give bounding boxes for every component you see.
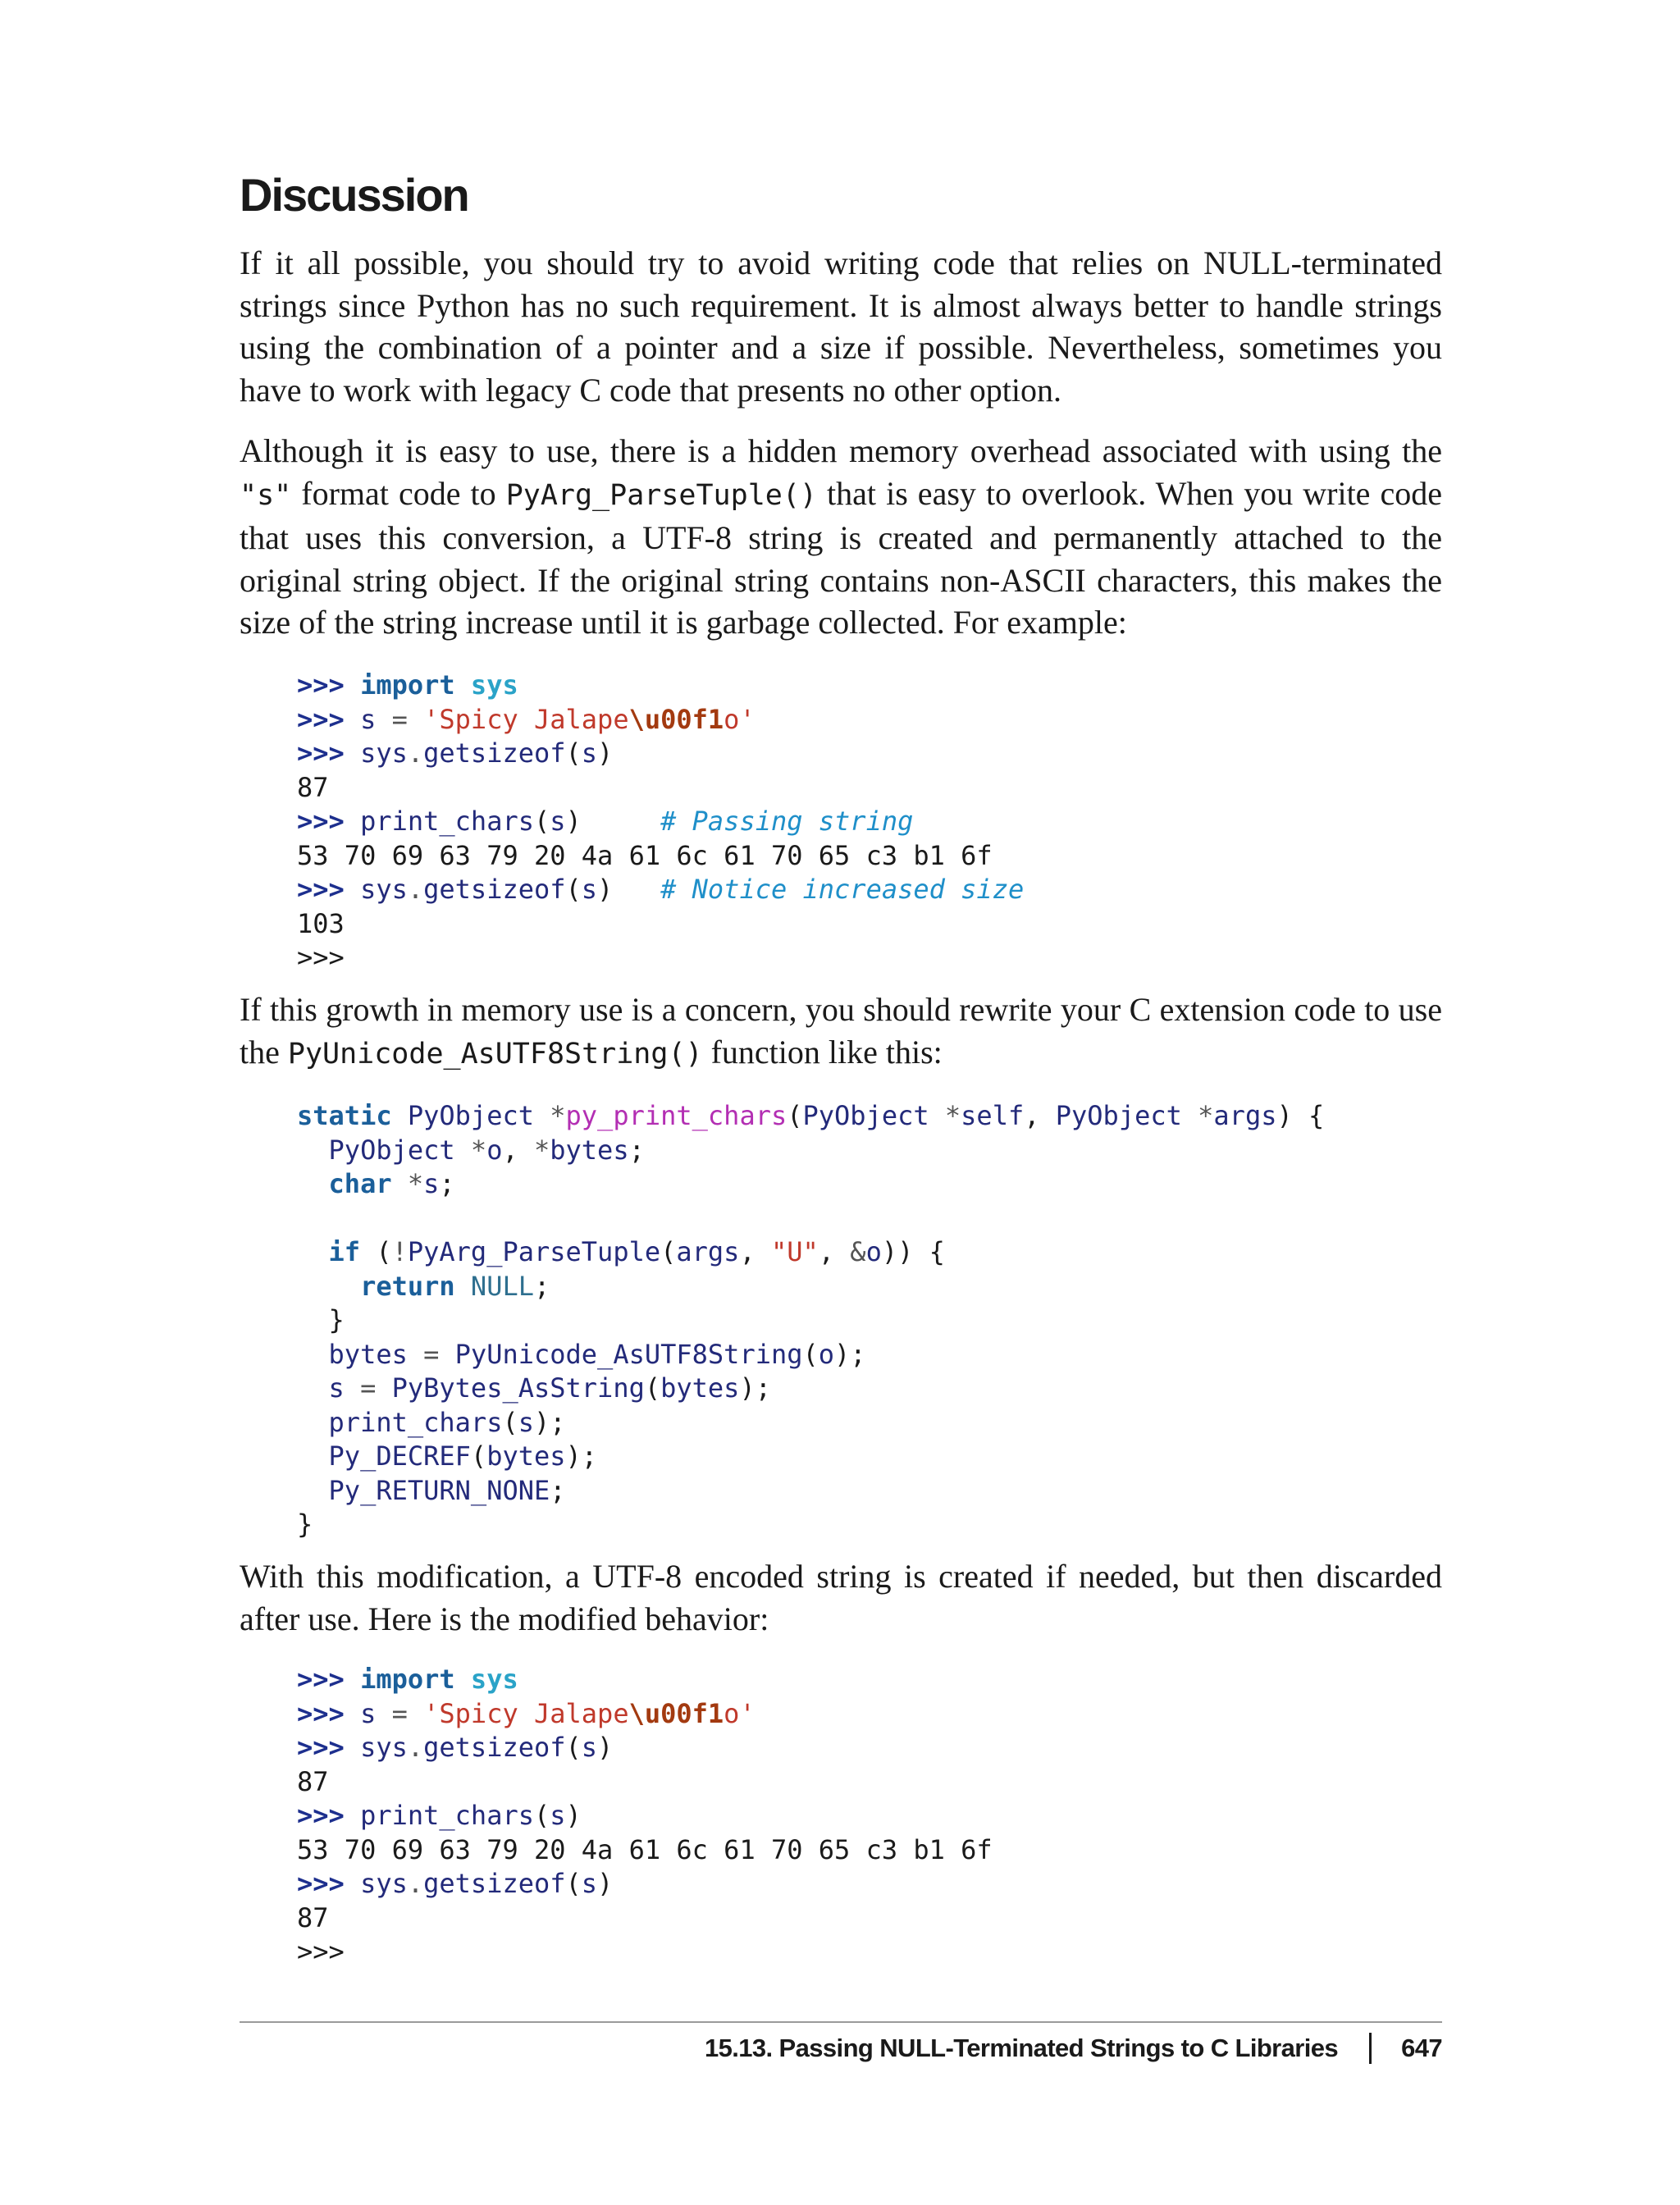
code-token: ); — [739, 1372, 771, 1404]
code-token: bytes — [660, 1372, 740, 1404]
code-token: ( — [360, 1236, 392, 1267]
code-token: o — [818, 1338, 835, 1370]
code-token: = — [344, 1372, 392, 1404]
code-token: 53 70 69 63 79 20 4a 61 6c 61 70 65 c3 b1 6f — [297, 1833, 993, 1865]
code-token: bytes — [328, 1338, 408, 1370]
code-line — [297, 1731, 993, 1765]
code-line — [297, 1406, 1324, 1440]
paragraph-text: that is easy to overlook. When you write code that uses this conversion, a UTF-8 string is created and permanently attached to the original string object. If the original string contains non-ASCII characters, this makes the size of the string increase until it is garbage collected. For example: — [240, 474, 1442, 641]
code-token: "U" — [770, 1236, 819, 1267]
code-token: s — [360, 703, 377, 735]
code-token: # Notice increased size — [660, 874, 1025, 905]
code-token: ( — [470, 1440, 487, 1472]
code-token: return — [360, 1270, 455, 1302]
code-token: ( — [787, 1100, 803, 1131]
code-token — [1182, 1100, 1198, 1131]
code-token — [392, 1168, 408, 1199]
code-token: ; — [550, 1474, 566, 1506]
code-line — [297, 669, 1024, 703]
code-token — [297, 1236, 329, 1267]
code-token: if — [328, 1236, 361, 1267]
code-token: >>> — [297, 942, 345, 973]
code-line — [297, 907, 1024, 942]
code-token: s — [360, 1697, 377, 1729]
code-token: } — [297, 1304, 345, 1335]
code-token: char — [328, 1168, 392, 1199]
code-token: args — [1213, 1100, 1277, 1131]
code-token: = — [376, 1697, 424, 1729]
code-token: sys — [360, 1868, 408, 1899]
code-token: . — [407, 874, 424, 905]
code-token: ) — [565, 806, 661, 837]
code-token: s — [581, 737, 598, 769]
code-token — [392, 1100, 408, 1131]
code-token: >>> — [297, 1664, 361, 1695]
code-token: ( — [565, 874, 582, 905]
code-line — [297, 1167, 1324, 1202]
code-token: ) — [597, 1732, 614, 1763]
code-token: ) — [597, 874, 661, 905]
inline-code: PyArg_ParseTuple() — [505, 478, 817, 512]
code-token: PyObject — [802, 1100, 929, 1131]
code-token: ); — [565, 1440, 598, 1472]
code-token: . — [407, 1868, 424, 1899]
code-token: ); — [533, 1406, 566, 1438]
code-token: >>> — [297, 737, 361, 769]
code-token: >>> — [297, 703, 361, 735]
code-line — [297, 941, 1024, 975]
code-token: )) { — [881, 1236, 945, 1267]
footer-rule — [240, 2021, 1442, 2023]
code-token: 'Spicy Jalape — [423, 1697, 629, 1729]
code-token — [297, 1134, 329, 1166]
code-token: & — [850, 1236, 866, 1267]
code-token: o' — [724, 1697, 756, 1729]
code-token: * — [533, 1134, 550, 1166]
inline-code: PyUnicode_AsUTF8String() — [287, 1037, 703, 1071]
code-token: = — [376, 703, 424, 735]
code-token: o — [486, 1134, 503, 1166]
code-token — [929, 1100, 945, 1131]
code-token: * — [470, 1134, 487, 1166]
code-token: PyObject — [407, 1100, 534, 1131]
code-token — [297, 1271, 360, 1302]
code-token: s — [581, 1732, 598, 1763]
code-block-example — [297, 669, 1024, 975]
code-token: o — [865, 1236, 882, 1267]
code-token: 87 — [297, 1901, 329, 1933]
code-line — [297, 1270, 1324, 1304]
code-token: getsizeof — [423, 737, 566, 769]
code-token: print_chars — [328, 1406, 503, 1438]
code-token: args — [676, 1236, 740, 1267]
code-token: sys — [470, 1664, 518, 1695]
code-line — [297, 1508, 1324, 1542]
code-token — [297, 1407, 329, 1438]
paragraph-text: If this growth in memory use is a concern, you should rewrite your C extension code to use the — [240, 991, 1442, 1071]
code-token: . — [407, 737, 424, 769]
code-token: ( — [565, 1868, 582, 1899]
code-line — [297, 873, 1024, 907]
code-token: o' — [724, 703, 756, 735]
code-token: >>> — [297, 874, 361, 905]
code-token: , — [739, 1236, 771, 1267]
code-token: ( — [802, 1338, 819, 1370]
code-line — [297, 1935, 993, 1970]
code-line — [297, 1372, 1324, 1406]
code-token — [297, 1440, 329, 1472]
code-token: sys — [360, 874, 408, 905]
code-token: ( — [565, 737, 582, 769]
code-token: * — [550, 1100, 566, 1131]
code-line — [297, 771, 1024, 806]
code-token: PyUnicode_AsUTF8String — [454, 1338, 803, 1370]
code-token: ( — [502, 1406, 518, 1438]
code-token: ( — [565, 1732, 582, 1763]
code-token: * — [944, 1100, 961, 1131]
code-token: ( — [533, 806, 550, 837]
code-token: s — [518, 1406, 534, 1438]
code-line — [297, 839, 1024, 874]
code-line — [297, 1765, 993, 1800]
code-token — [297, 1168, 329, 1199]
code-token: 87 — [297, 1765, 329, 1797]
code-line — [297, 1440, 1324, 1474]
code-token — [297, 1475, 329, 1506]
code-token: bytes — [550, 1134, 629, 1166]
code-token: sys — [360, 1732, 408, 1763]
footer-section-title: 15.13. Passing NULL-Terminated Strings to C Libraries — [704, 2034, 1339, 2062]
code-token: getsizeof — [423, 874, 566, 905]
code-token: >>> — [297, 806, 361, 837]
code-token: , — [502, 1134, 534, 1166]
code-token: print_chars — [360, 806, 534, 837]
code-line — [297, 737, 1024, 771]
code-token — [534, 1100, 550, 1131]
code-line — [297, 1338, 1324, 1372]
code-line — [297, 1303, 1324, 1338]
code-line — [297, 1099, 1324, 1134]
code-token: * — [407, 1168, 424, 1199]
page-footer — [705, 2033, 1442, 2064]
code-token: print_chars — [360, 1800, 534, 1831]
code-token: >>> — [297, 1800, 361, 1831]
code-line — [297, 1235, 1324, 1270]
code-token: s — [550, 806, 566, 837]
paragraph-overhead — [240, 430, 1442, 644]
paragraph-text: function like this: — [702, 1033, 943, 1071]
code-block-c-function — [297, 1099, 1324, 1542]
code-token: self — [961, 1100, 1025, 1131]
code-line — [297, 1697, 993, 1732]
code-token: PyArg_ParseTuple — [407, 1236, 661, 1267]
code-token: ; — [628, 1134, 645, 1166]
code-token: . — [407, 1732, 424, 1763]
page-number: 647 — [1401, 2034, 1442, 2062]
code-token: 53 70 69 63 79 20 4a 61 6c 61 70 65 c3 b1 6f — [297, 839, 993, 871]
code-token: getsizeof — [423, 1732, 566, 1763]
paragraph-text: Although it is easy to use, there is a hidden memory overhead associated with using the — [240, 432, 1442, 469]
code-token — [455, 1271, 471, 1302]
code-token: getsizeof — [423, 1868, 566, 1899]
code-token: \u00f1 — [628, 1697, 724, 1729]
code-token: >>> — [297, 669, 361, 701]
code-token: # Passing string — [660, 806, 914, 837]
code-line — [297, 1474, 1324, 1509]
paragraph-modification: With this modification, a UTF-8 encoded string is created if needed, but then discarded after use. Here is the modified behavior: — [240, 1558, 1442, 1637]
code-line — [297, 1901, 993, 1936]
code-token: import — [360, 1664, 455, 1695]
code-token: ) { — [1276, 1100, 1325, 1131]
code-token: sys — [470, 669, 518, 701]
code-token: Py_DECREF — [328, 1440, 471, 1472]
code-token: } — [297, 1509, 313, 1540]
code-token: py_print_chars — [565, 1100, 788, 1131]
code-token: ( — [644, 1372, 661, 1404]
code-token: ); — [834, 1338, 866, 1370]
code-token: \u00f1 — [628, 703, 724, 735]
code-token: ; — [533, 1270, 550, 1302]
code-token: PyBytes_AsString — [391, 1372, 645, 1404]
code-line — [297, 1799, 993, 1833]
code-token: = — [407, 1338, 455, 1370]
code-token: ) — [597, 737, 614, 769]
code-token: ; — [439, 1168, 455, 1199]
code-token — [455, 669, 471, 701]
code-token: , — [818, 1236, 851, 1267]
footer-separator — [1369, 2033, 1372, 2064]
code-token: s — [581, 1868, 598, 1899]
inline-code: "s" — [240, 478, 292, 512]
code-token: Py_RETURN_NONE — [328, 1474, 550, 1506]
code-token — [455, 1664, 471, 1695]
code-token: ( — [533, 1800, 550, 1831]
code-token: >>> — [297, 1697, 361, 1729]
code-line — [297, 1867, 993, 1901]
code-token: >>> — [297, 1936, 345, 1967]
code-token: s — [581, 874, 598, 905]
code-token: s — [423, 1168, 440, 1199]
paragraph-intro: If it all possible, you should try to avoid writing code that relies on NULL-terminated strings since Python has no such requirement. It is almost always better to handle strings using the combination of a pointer and a size if possible. Nevertheless, sometimes you have to work with legacy C code that presents no other option. — [240, 244, 1442, 409]
code-line — [297, 1202, 1324, 1236]
code-token: ! — [391, 1236, 408, 1267]
code-token: ) — [597, 1868, 614, 1899]
code-token: 'Spicy Jalape — [423, 703, 629, 735]
code-token: s — [328, 1372, 345, 1404]
code-token: >>> — [297, 1868, 361, 1899]
paragraph-text: format code to — [291, 474, 506, 512]
code-token: PyObject — [1055, 1100, 1182, 1131]
code-token: ) — [565, 1800, 582, 1831]
code-token: sys — [360, 737, 408, 769]
code-line — [297, 1134, 1324, 1168]
code-token: NULL — [470, 1270, 534, 1302]
code-token: s — [550, 1800, 566, 1831]
code-line — [297, 703, 1024, 737]
code-token: , — [1024, 1100, 1056, 1131]
code-token: >>> — [297, 1732, 361, 1763]
code-token: PyObject — [328, 1134, 455, 1166]
code-line — [297, 805, 1024, 839]
code-token: bytes — [486, 1440, 566, 1472]
section-heading: Discussion — [240, 169, 468, 221]
code-token — [297, 1339, 329, 1370]
code-token: 87 — [297, 771, 329, 803]
code-token: static — [297, 1100, 392, 1131]
code-token: * — [1198, 1100, 1214, 1131]
code-token: 103 — [297, 907, 345, 939]
code-line — [297, 1663, 993, 1697]
paragraph-rewrite — [240, 988, 1442, 1075]
code-token: import — [360, 669, 455, 701]
code-block-modified-behavior — [297, 1663, 993, 1970]
code-token — [455, 1134, 471, 1166]
code-token: ( — [660, 1236, 677, 1267]
code-line — [297, 1833, 993, 1868]
code-token — [297, 1372, 329, 1404]
